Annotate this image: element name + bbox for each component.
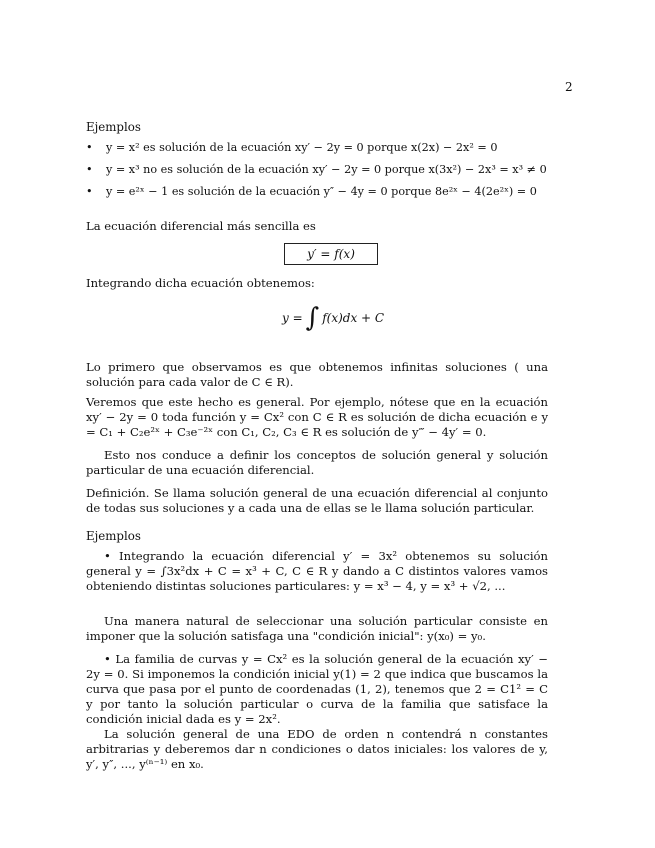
bullet-icon: • <box>86 141 93 154</box>
integral-equation <box>282 302 384 334</box>
example-text: y = e²ˣ − 1 es solución de la ecuación y″ − 4y = 0 porque 8e²ˣ − 4(2e²ˣ) = 0 <box>106 185 537 198</box>
page-number: 2 <box>565 80 573 94</box>
example-text: y = x² es solución de la ecuación xy′ − 2y = 0 porque x(2x) − 2x² = 0 <box>106 141 498 154</box>
paragraph-initial-condition: Una manera natural de seleccionar una solución particular consiste en imponer que la solución satisfaga una "condición inicial": y(x₀) = y₀. <box>86 614 548 643</box>
example-item <box>86 185 556 198</box>
paragraph-edo-order: La solución general de una EDO de orden n contendrá n constantes arbitrarias y deberemos dar n condiciones o datos iniciales: los valores de y, y′, y″, ..., y⁽ⁿ⁻¹⁾ en x₀. <box>86 727 548 771</box>
bullet-icon: • <box>86 185 93 198</box>
paragraph-general-fact: Veremos que este hecho es general. Por ejemplo, nótese que en la ecuación xy′ − 2y = 0 toda función y = Cx² con C ∈ R es solución de dicha ecuación e y = C₁ + C₂e²ˣ + C₃e⁻²ˣ con C₁, C₂, C₃ ∈ R es solución de y‴ − 4y′ = 0. <box>86 395 548 439</box>
integral-rhs: f(x)dx + C <box>322 311 385 325</box>
boxed-equation: y′ = f(x) <box>284 243 378 265</box>
paragraph-infinite-solutions: Lo primero que observamos es que obtenemos infinitas soluciones ( una solución para cada valor de C ∈ R). <box>86 360 548 389</box>
integral-lhs: y = <box>282 311 303 325</box>
integrating-intro: Integrando dicha ecuación obtenemos: <box>86 276 315 290</box>
example-curve-family: • La familia de curvas y = Cx² es la solución general de la ecuación xy′ − 2y = 0. Si imponemos la condición inicial y(1) = 2 que indica que buscamos la curva que pasa por el punto de coordenadas (1, 2), tenemos que 2 = C1² = C y por tanto la solución particular o curva de la familia que satisface la condición inicial dada es y = 2x². <box>86 652 548 726</box>
bullet-icon: • <box>86 163 93 176</box>
example-text: y = x³ no es solución de la ecuación xy′ − 2y = 0 porque x(3x²) − 2x³ = x³ ≠ 0 <box>106 163 547 176</box>
definition-paragraph: Definición. Se llama solución general de una ecuación diferencial al conjunto de todas sus soluciones y a cada una de ellas se le llama solución particular. <box>86 486 548 515</box>
integral-sign: ∫ <box>305 303 320 333</box>
example-item <box>86 163 556 176</box>
examples-heading-2: Ejemplos <box>86 529 141 543</box>
example-item <box>86 141 556 154</box>
example-general-solution: • Integrando la ecuación diferencial y′ = 3x² obtenemos su solución general y = ∫3x²dx + C = x³ + C, C ∈ R y dando a C distintos valores vamos obteniendo distintas soluciones particulares: y = x³ − 4, y = x³ + √2, ... <box>86 549 548 593</box>
simplest-eq-intro: La ecuación diferencial más sencilla es <box>86 219 316 233</box>
examples-heading: Ejemplos <box>86 120 141 134</box>
paragraph-concepts: Esto nos conduce a definir los conceptos de solución general y solución particular de una ecuación diferencial. <box>86 448 548 477</box>
